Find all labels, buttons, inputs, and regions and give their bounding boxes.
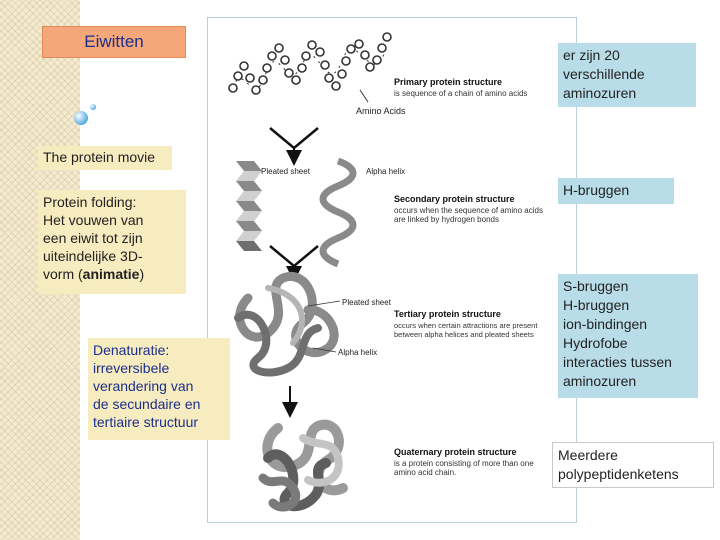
alpha-helix-label: Alpha helix	[366, 167, 406, 176]
note-primary-line-1: er zijn 20	[563, 47, 620, 63]
denaturatie-line-1: irreversibele	[93, 360, 170, 376]
animatie-link[interactable]: animatie	[82, 266, 140, 282]
tertiary-structure-title: Tertiary protein structure	[394, 309, 501, 319]
tertiary-folded-shape	[238, 276, 334, 372]
slide-title	[42, 26, 186, 58]
denaturatie-box	[88, 338, 230, 440]
note-secondary-line-1: H-bruggen	[563, 182, 630, 198]
primary-structure-desc: is sequence of a chain of amino acids	[394, 89, 528, 98]
secondary-structure-title: Secondary protein structure	[394, 194, 515, 204]
note-primary	[558, 43, 696, 107]
note-primary-line-3: aminozuren	[563, 85, 637, 101]
primary-structure-title: Primary protein structure	[394, 77, 503, 87]
merge-arrow-1	[270, 128, 318, 148]
note-tertiary-line-2: H-bruggen	[563, 297, 630, 313]
quaternary-structure-desc-1: is a protein consisting of more than one	[394, 459, 534, 468]
note-quaternary	[552, 442, 714, 488]
note-tertiary-line-5: interacties tussen	[563, 354, 672, 370]
denaturatie-term: Denaturatie	[93, 342, 166, 358]
bubble-decoration-small	[90, 104, 96, 110]
note-tertiary-line-6: aminozuren	[563, 373, 637, 389]
protein-movie-link[interactable]	[38, 146, 172, 170]
pleated-sheet-label-2: Pleated sheet	[342, 298, 391, 307]
note-tertiary-line-1: S-bruggen	[563, 278, 629, 294]
note-quaternary-line-1: Meerdere	[558, 447, 618, 463]
note-secondary	[558, 178, 674, 204]
secondary-structure-desc-1: occurs when the sequence of amino acids	[394, 206, 543, 215]
pleated-sheet-label: Pleated sheet	[261, 167, 310, 176]
protein-folding-box	[38, 190, 186, 294]
bubble-decoration-large	[74, 111, 88, 125]
denaturatie-colon: :	[165, 342, 170, 358]
protein-structure-svg	[208, 18, 576, 522]
alpha-helix-shape	[323, 161, 353, 264]
protein-movie-label: The protein movie	[43, 149, 156, 165]
folding-line-2: Het vouwen van	[43, 212, 144, 228]
quaternary-structure-desc-2: amino acid chain.	[394, 468, 457, 477]
quaternary-protein-shape	[263, 425, 343, 507]
folding-line-5-pre: vorm (	[43, 266, 83, 282]
denaturatie-heading	[93, 341, 225, 359]
folding-line-4: uiteindelijke 3D-	[43, 248, 143, 264]
folding-line-5	[43, 265, 181, 283]
note-primary-line-2: verschillende	[563, 66, 645, 82]
pleated-sheet-shape	[236, 161, 262, 251]
note-tertiary	[558, 274, 698, 398]
note-tertiary-line-4: Hydrofobe	[563, 335, 628, 351]
merge-arrow-2	[270, 246, 318, 266]
note-quaternary-line-2: polypeptidenketens	[558, 466, 679, 482]
slide-title-text: Eiwitten	[84, 32, 144, 51]
tertiary-structure-desc-2: between alpha helices and pleated sheets	[394, 330, 534, 339]
folding-line-5-post: )	[139, 266, 145, 282]
folding-line-1: Protein folding:	[43, 194, 137, 210]
denaturatie-line-2: verandering van	[93, 378, 194, 394]
denaturatie-line-4: tertiaire structuur	[93, 414, 199, 430]
quaternary-structure-title: Quaternary protein structure	[394, 447, 517, 457]
denaturatie-line-3: de secundaire en	[93, 396, 201, 412]
note-tertiary-line-3: ion-bindingen	[563, 316, 648, 332]
primary-bead-chain	[229, 33, 391, 94]
protein-structure-figure	[207, 17, 577, 523]
secondary-structure-desc-2: are linked by hydrogen bonds	[394, 215, 499, 224]
amino-acids-label: Amino Acids	[356, 106, 406, 116]
folding-line-3: een eiwit tot zijn	[43, 230, 143, 246]
alpha-helix-label-2: Alpha helix	[338, 348, 378, 357]
amino-acids-leader	[360, 90, 368, 102]
tertiary-structure-desc-1: occurs when certain attractions are present	[394, 321, 538, 330]
